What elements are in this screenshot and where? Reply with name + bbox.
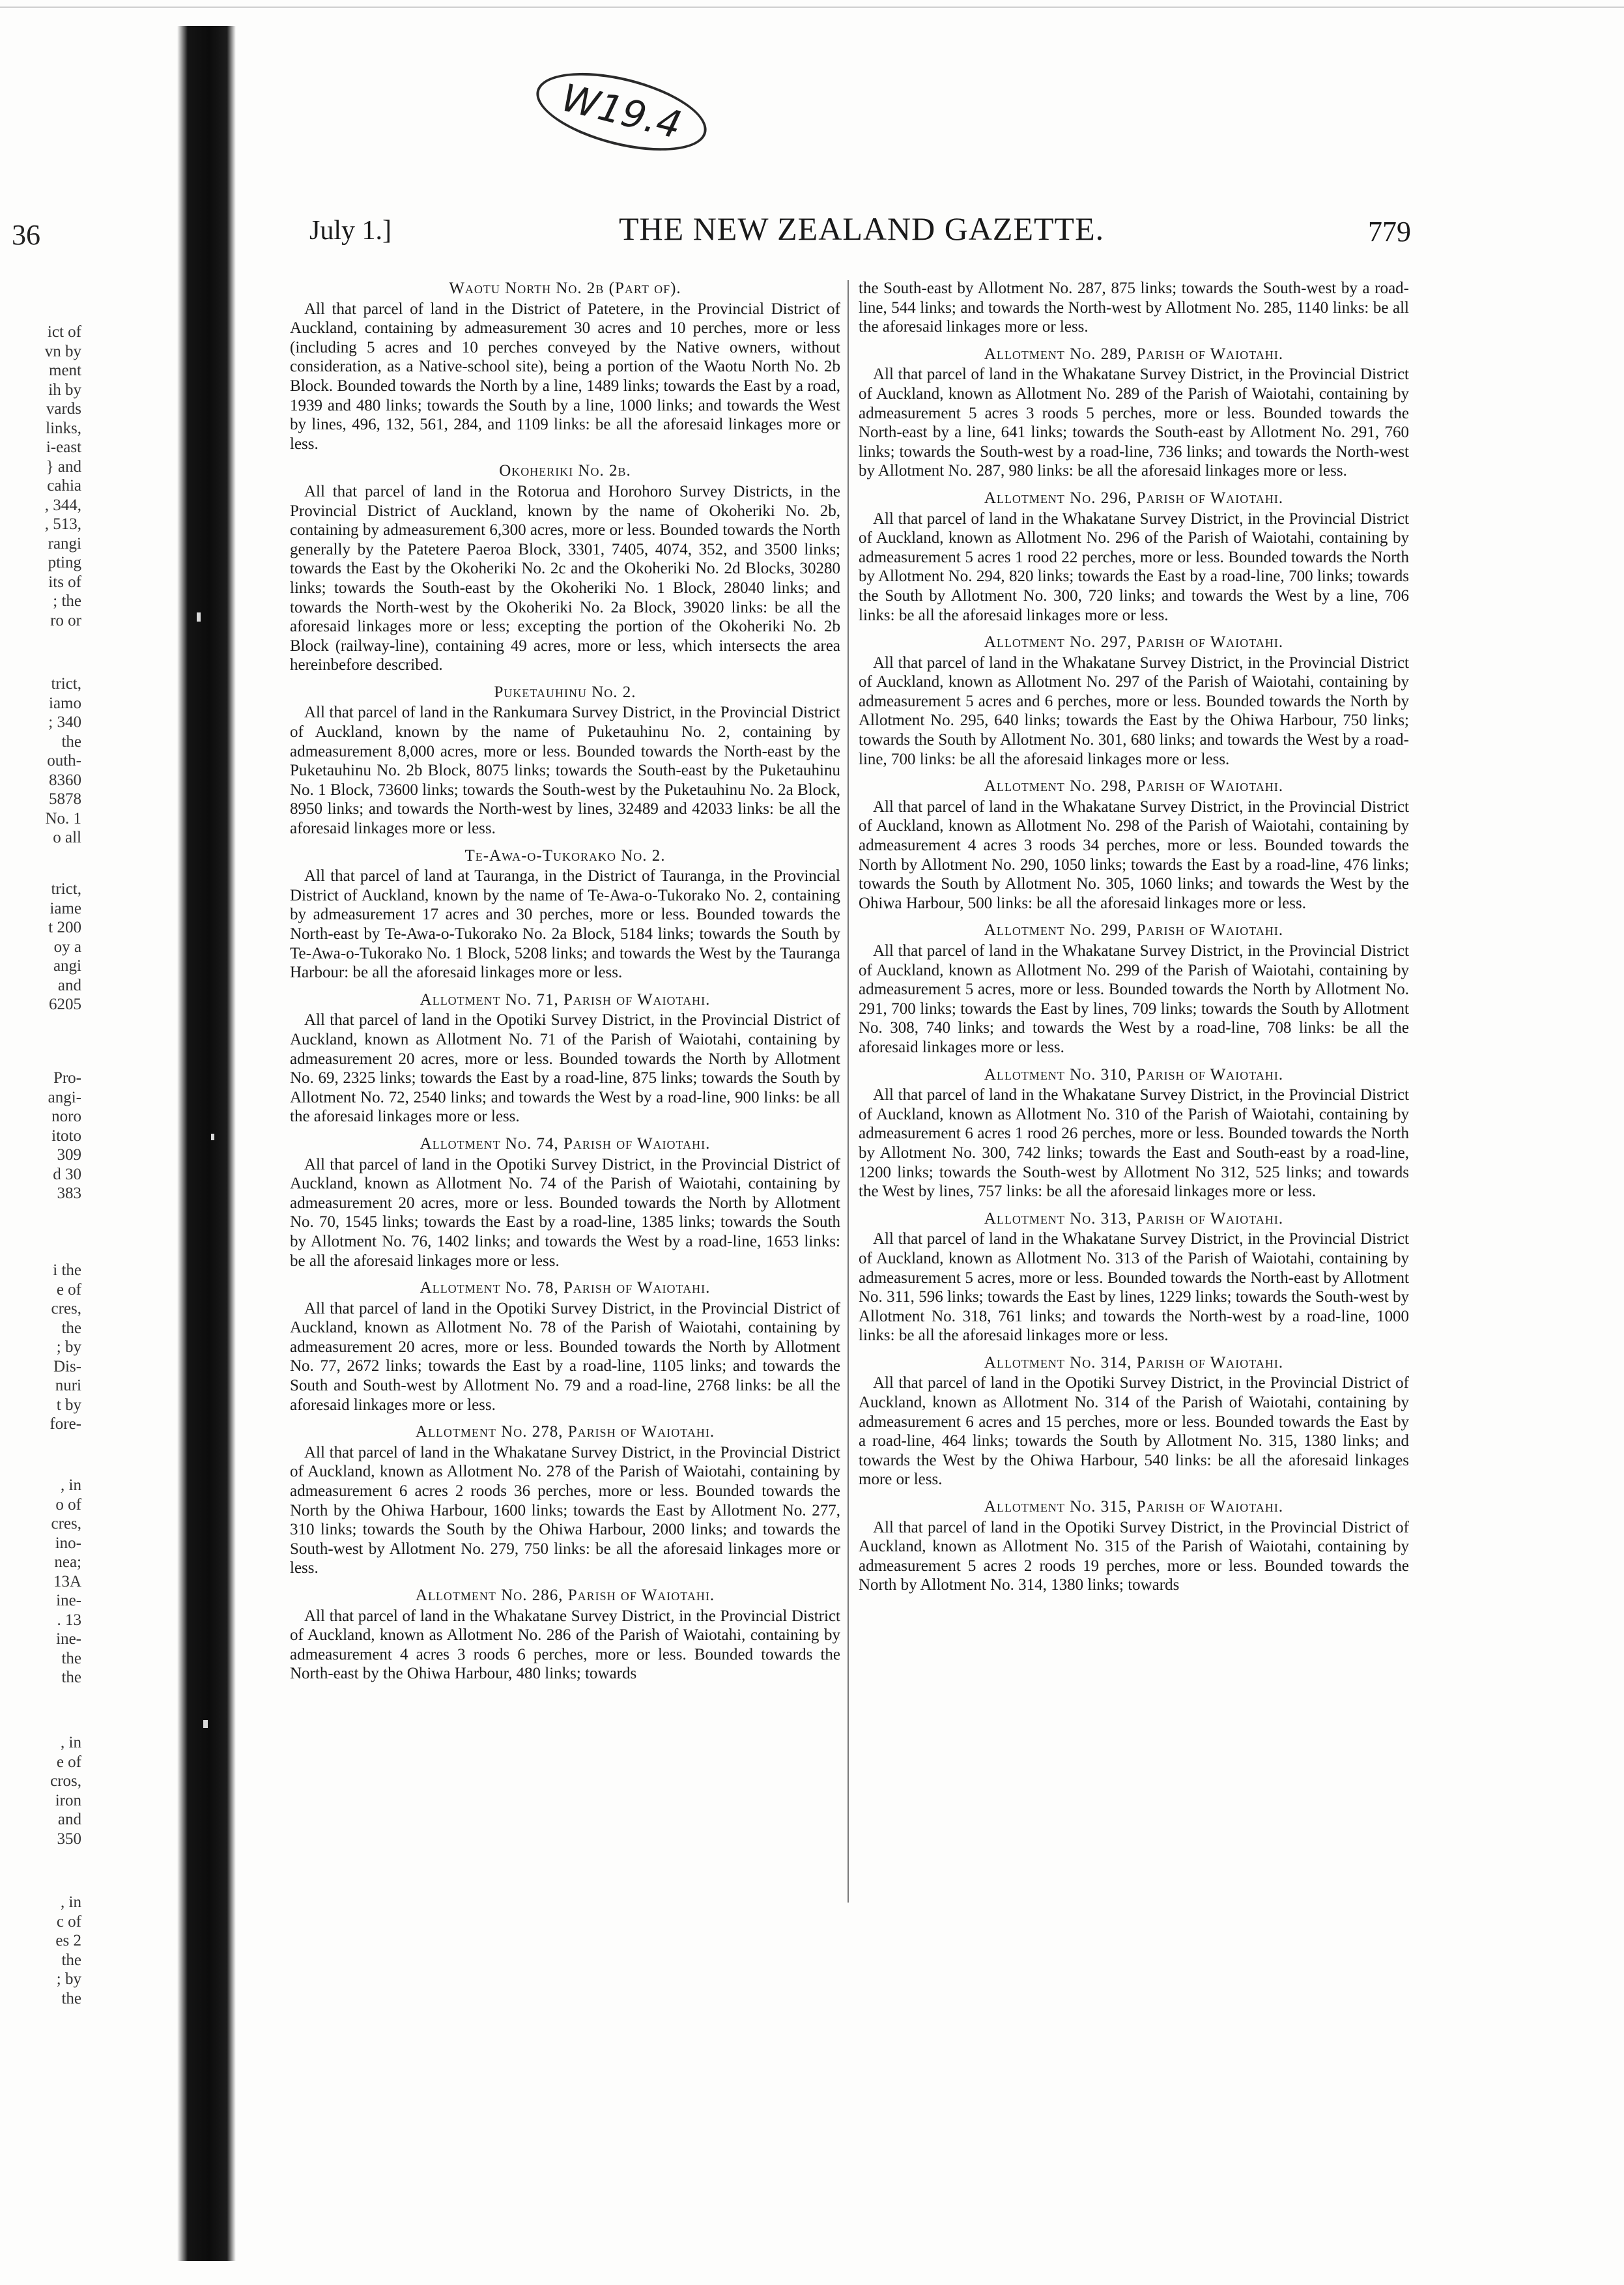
margin-fragment: t 200 [48, 919, 81, 936]
margin-fragments-a [0, 323, 81, 630]
margin-fragments-e [0, 1261, 81, 1434]
page-top-rule [0, 7, 1624, 8]
notice-section [290, 1134, 840, 1271]
margin-fragment: 13A [53, 1572, 81, 1590]
margin-fragment: vn by [44, 342, 81, 360]
section-body: All that parcel of land in the Opotiki Survey District, in the Provincial District of Auckland, known as Allotment No. 74 of the Parish of Waiotahi, containing by admeasurement 20 acres, more or less. Bounded towards the North by Allotment No. 70, 1545 links; towards the East by a road-line, 1385 links; towards the South by Allotment No. 76, 1402 links; and towards the West by a road-line, 1653 links: be all the aforesaid linkages more or less. [290, 1155, 840, 1270]
margin-fragments-g [0, 1733, 81, 1848]
margin-fragment: cros, [50, 1772, 81, 1790]
margin-fragment: pting [48, 554, 81, 571]
margin-fragment: , in [61, 1476, 81, 1494]
margin-fragment: the [61, 1989, 81, 2007]
margin-fragment: iamo [49, 694, 81, 712]
margin-fragment: ine- [56, 1630, 81, 1648]
margin-fragment: ; by [56, 1970, 81, 1988]
section-title: Allotment No. 286, Parish of Waiotahi. [415, 1587, 715, 1604]
margin-fragment: the [61, 1649, 81, 1667]
margin-fragment: fore- [50, 1415, 81, 1433]
header-date: July 1.] [309, 216, 392, 246]
continued-section [859, 279, 1409, 337]
margin-fragment: ih by [48, 381, 81, 399]
margin-fragment: 350 [57, 1830, 81, 1848]
left-column [290, 279, 840, 1691]
margin-fragment: 309 [57, 1146, 81, 1164]
margin-fragment: e of [56, 1753, 81, 1771]
right-column [859, 279, 1409, 1603]
margin-fragment: iron [55, 1791, 81, 1809]
margin-fragment: ment [49, 362, 81, 379]
margin-fragment: 6205 [49, 996, 81, 1013]
margin-fragment: Pro- [53, 1069, 81, 1087]
margin-fragment: o all [53, 829, 81, 846]
notice-section [290, 461, 840, 675]
binding-speck [197, 612, 201, 622]
margin-fragment: iame [50, 899, 81, 917]
section-title: Allotment No. 314, Parish of Waiotahi. [984, 1353, 1284, 1372]
section-body: All that parcel of land in the Rankumara Survey District, in the Provincial District of Auckland, known by the name of Puketauhinu No. 2, containing by admeasurement 8,000 acres, more or less. Bounded towards the North-east by the Puketauhinu No. 2b Block, 8075 links; towards the South-east by the Puketauhinu No. 1 Block, 73600 links; towards the South-west by the Puketauhinu No. 2a Block, 8950 links; and towards the North-west by lines, 32489 and 42033 links: be all the aforesaid linkages more or less. [290, 704, 840, 838]
binding-speck [211, 1134, 214, 1140]
margin-fragment: noro [51, 1108, 81, 1125]
notice-section [290, 683, 840, 839]
margin-fragment: ro or [50, 611, 81, 629]
margin-fragment: e of [56, 1280, 81, 1299]
notice-section [290, 846, 840, 983]
margin-fragment: oy a [53, 938, 81, 956]
section-title: Waotu North No. 2b (Part of). [449, 280, 681, 297]
margin-fragment: trict, [51, 675, 81, 693]
notice-section [290, 1278, 840, 1415]
margin-fragments-f [0, 1476, 81, 1688]
section-title: Allotment No. 278, Parish of Waiotahi. [415, 1423, 715, 1441]
section-body: All that parcel of land in the Whakatane Survey District, in the Provincial District of Auckland, known as Allotment No. 278 of the Parish of Waiotahi, containing by admeasurement 6 acres 2 roods 36 perches, more or less. Bounded towards the North by the Ohiwa Harbour, 1600 links; towards the East by Allotment No. 277, 310 links; towards the South by the Ohiwa Harbour, 2000 links; and towards the South-west by Allotment No. 279, 750 links: be all the aforesaid linkages more or less. [290, 1443, 840, 1577]
page-number: 779 [1368, 216, 1411, 248]
margin-fragment: 383 [57, 1185, 81, 1202]
margin-fragment: trict, [51, 880, 81, 898]
margin-fragment: ict of [47, 323, 81, 341]
section-body: All that parcel of land in the Whakatane Survey District, in the Provincial District of Auckland, known as Allotment No. 298 of the Parish of Waiotahi, containing by admeasurement 4 acres 3 roods 34 perches, more or less. Bounded towards the North by Allotment No. 290, 1050 links; towards the East by a road-line, 476 links; towards the South by Allotment No. 305, 1060 links; and towards the West by the Ohiwa Harbour, 500 links: be all the aforesaid linkages more or less. [859, 798, 1409, 912]
margin-fragment: ; 340 [48, 713, 81, 731]
section-title: Allotment No. 289, Parish of Waiotahi. [984, 345, 1284, 363]
margin-fragment: and [57, 1811, 81, 1828]
section-title: Te-Awa-o-Tukorako No. 2. [464, 846, 666, 865]
column-divider [848, 280, 849, 1903]
margin-fragment: cres, [51, 1300, 81, 1317]
section-body: All that parcel of land in the Whakatane Survey District, in the Provincial District of Auckland, known as Allotment No. 286 of the Parish of Waiotahi, containing by admeasurement 4 acres 3 roods 6 perches, more or less. Bounded towards the North-east by the Ohiwa Harbour, 480 links; towards [290, 1607, 840, 1683]
margin-fragment: i-east [46, 438, 81, 456]
margin-fragment: ine- [56, 1592, 81, 1609]
margin-fragment: Dis- [53, 1357, 81, 1375]
margin-fragment: the [61, 732, 81, 751]
section-body: All that parcel of land in the Opotiki Survey District, in the Provincial District of Auckland, known as Allotment No. 78 of the Parish of Waiotahi, containing by admeasurement 20 acres, more or less. Bounded towards the North by Allotment No. 77, 2672 links; towards the East by a road-line, 1105 links; and towards the South and South-west by Allotment No. 79 and a road-line, 2768 links: be all the aforesaid linkages more or less. [290, 1299, 840, 1414]
handwritten-annotation: W19.4 [529, 58, 715, 165]
section-body: All that parcel of land in the District of Patetere, in the Provincial District of Auckland, containing by admeasurement 30 acres and 10 perches, more or less (including 5 acres and 10 perches conveyed by the Native owners, without consideration, as a Native-school site), being a portion of the Waotu North No. 2b Block. Bounded towards the North by a line, 1489 links; towards the East by a road, 1939 and 480 links; towards the South by a line, 1000 links; and towards the West by lines, 496, 132, 561, 284, and 1109 links: be all the aforesaid linkages more or less. [290, 300, 840, 453]
margin-fragment: . 13 [57, 1611, 81, 1629]
section-title: Okoheriki No. 2b. [499, 462, 631, 480]
section-title: Allotment No. 310, Parish of Waiotahi. [984, 1065, 1284, 1084]
margin-fragment: , 513, [44, 515, 81, 533]
section-body: All that parcel of land in the Opotiki Survey District, in the Provincial District of Auckland, known as Allotment No. 315 of the Parish of Waiotahi, containing by admeasurement 5 acres 2 roods 19 perches, more or less. Bounded towards the North by Allotment No. 314, 1380 links; towards [859, 1518, 1409, 1594]
margin-fragment: cres, [51, 1515, 81, 1532]
margin-fragments-b [0, 674, 81, 848]
margin-fragment: , 344, [44, 496, 81, 514]
notice-section [290, 990, 840, 1127]
margin-fragment: 8360 [49, 771, 81, 789]
notice-section [859, 633, 1409, 769]
margin-fragment: cahia [47, 477, 81, 495]
margin-fragment: c of [56, 1912, 81, 1931]
margin-fragment: nuri [55, 1377, 81, 1394]
section-title: Allotment No. 299, Parish of Waiotahi. [984, 921, 1284, 940]
margin-fragment: angi [53, 957, 81, 975]
section-body: All that parcel of land in the Whakatane Survey District, in the Provincial District of Auckland, known as Allotment No. 313 of the Parish of Waiotahi, containing by admeasurement 5 acres, more or less. Bounded towards the North-east by Allotment No. 311, 596 links; towards the East by lines, 1229 links; towards the South-west by Allotment No. 318, 761 links; and towards the North-west by a road-line, 1000 links: be all the aforesaid linkages more or less. [859, 1230, 1409, 1345]
margin-fragment: links, [46, 419, 81, 437]
margin-fragment: ; the [53, 592, 81, 610]
margin-fragment: t by [56, 1396, 81, 1414]
section-body: All that parcel of land in the Whakatane Survey District, in the Provincial District of Auckland, known as Allotment No. 310 of the Parish of Waiotahi, containing by admeasurement 6 acres 1 rood 26 perches, more or less. Bounded towards the North by Allotment No. 300, 742 links; towards the East and South-east by a road-line, 1200 links; towards the South-west by Allotment No 312, 525 links; and towards the West by lines, 757 links: be all the aforesaid linkages more or less. [859, 1086, 1409, 1201]
margin-fragment: o of [55, 1495, 81, 1514]
margin-fragment: vards [46, 400, 81, 418]
margin-fragment: the [61, 1669, 81, 1686]
notice-section [290, 279, 840, 453]
notice-section [859, 1497, 1409, 1595]
section-body: All that parcel of land in the Rotorua and Horohoro Survey Districts, in the Provincial District of Auckland, known by the name of Okoheriki No. 2b, containing by admeasurement 6,300 acres, more or less. Bounded towards the North generally by the Patetere Paeroa Block, 3301, 7405, 4074, 352, and 3500 links; towards the East by the Okoheriki No. 2c and the Okoheriki No. 2d Blocks, 30280 links; towards the South-east by the Okoheriki No. 1 Block, 28040 links; and towards the North-west by the Okoheriki No. 2a Block, 39020 links: be all the aforesaid linkages more or less; excepting the portion of the Okoheriki No. 2b Block (railway-line), containing 49 acres, more or less, which intersects the area hereinbefore described. [290, 482, 840, 674]
notice-section [859, 921, 1409, 1057]
margin-fragment: No. 1 [45, 809, 81, 827]
margin-fragment: itoto [51, 1127, 81, 1145]
notice-section [859, 777, 1409, 913]
margin-fragment: 5878 [49, 790, 81, 808]
section-body: All that parcel of land in the Whakatane Survey District, in the Provincial District of Auckland, known as Allotment No. 299 of the Parish of Waiotahi, containing by admeasurement 5 acres, more or less. Bounded towards the North by Allotment No. 291, 700 links; towards the East by lines, 709 links; towards the South by Allotment No. 308, 740 links; and towards the West by a road-line, 708 links: be all the aforesaid linkages more or less. [859, 942, 1409, 1056]
section-title: Allotment No. 78, Parish of Waiotahi. [420, 1279, 711, 1297]
margin-fragment: i the [53, 1261, 81, 1279]
notice-section [290, 1422, 840, 1578]
margin-fragment: angi- [48, 1088, 81, 1106]
margin-fragments-d [0, 1069, 81, 1203]
gazette-title: THE NEW ZEALAND GAZETTE. [619, 210, 1105, 247]
previous-page-margin [0, 296, 81, 2007]
notice-section [859, 1209, 1409, 1345]
margin-fragment: the [61, 1319, 81, 1337]
margin-fragment: nea; [54, 1553, 81, 1571]
margin-fragment: rangi [48, 534, 81, 553]
notice-section [859, 1065, 1409, 1201]
margin-fragment: the [61, 1951, 81, 1969]
section-title: Allotment No. 313, Parish of Waiotahi. [984, 1209, 1284, 1228]
margin-fragment: ; by [56, 1338, 81, 1356]
margin-fragment: outh- [47, 752, 81, 769]
section-body: All that parcel of land in the Whakatane Survey District, in the Provincial District of Auckland, known as Allotment No. 296 of the Parish of Waiotahi, containing by admeasurement 5 acres 1 rood 22 perches, more or less. Bounded towards the North by Allotment No. 294, 820 links; towards the East by a road-line, 700 links; towards the South by Allotment No. 300, 720 links; and towards the West by a line, 706 links: be all the aforesaid linkages more or less. [859, 510, 1409, 624]
notice-section [290, 1586, 840, 1684]
section-title: Allotment No. 296, Parish of Waiotahi. [984, 489, 1284, 507]
continued-text: the South-east by Allotment No. 287, 875 links; towards the South-west by a road-line, 544 links; and towards the North-west by Allotment No. 285, 1140 links: be all the aforesaid linkages more or less. [859, 280, 1409, 336]
section-body: All that parcel of land in the Opotiki Survey District, in the Provincial District of Auckland, known as Allotment No. 71 of the Parish of Waiotahi, containing by admeasurement 20 acres, more or less. Bounded towards the North by Allotment No. 69, 2325 links; towards the East by a road-line, 875 links; towards the South by Allotment No. 72, 2540 links; and towards the West by a road-line, 900 links: be all the aforesaid linkages more or less. [290, 1011, 840, 1126]
margin-fragment: ino- [55, 1534, 81, 1552]
binding-speck [203, 1720, 208, 1728]
section-title: Allotment No. 297, Parish of Waiotahi. [984, 633, 1284, 652]
section-body: All that parcel of land in the Opotiki Survey District, in the Provincial District of Auckland, known as Allotment No. 314 of the Parish of Waiotahi, containing by admeasurement 6 acres and 15 perches, more or less. Bounded towards the East by a road-line, 464 links; towards the South by Allotment No. 315, 1380 links; and towards the West by the Ohiwa Harbour, 540 links: be all the aforesaid linkages more or less. [859, 1374, 1409, 1489]
section-title: Allotment No. 71, Parish of Waiotahi. [420, 990, 711, 1009]
margin-fragment: d 30 [53, 1165, 81, 1183]
section-title: Puketauhinu No. 2. [494, 683, 636, 701]
section-title: Allotment No. 74, Parish of Waiotahi. [420, 1134, 711, 1153]
margin-fragments-c [0, 880, 81, 1014]
section-title: Allotment No. 315, Parish of Waiotahi. [984, 1498, 1284, 1516]
section-body: All that parcel of land at Tauranga, in the District of Tauranga, in the Provincial District of Auckland, known by the name of Te-Awa-o-Tukorako No. 2, containing by admeasurement 17 acres and 30 perches, more or less. Bounded towards the North-east by Te-Awa-o-Tukorako No. 2a Block, 5184 links; towards the South by Te-Awa-o-Tukorako No. 1 Block, 5208 links; and towards the West by the Tauranga Harbour: be all the aforesaid linkages more or less. [290, 867, 840, 982]
notice-section [859, 1353, 1409, 1489]
margin-fragment: } and [46, 457, 81, 476]
margin-fragment: , in [61, 1734, 81, 1751]
margin-fragment: , in [61, 1893, 81, 1911]
previous-page-number: 36 [12, 219, 40, 251]
section-title: Allotment No. 298, Parish of Waiotahi. [984, 777, 1284, 796]
binding-shadow [177, 26, 236, 2261]
margin-fragment: its of [48, 573, 81, 591]
section-body: All that parcel of land in the Whakatane Survey District, in the Provincial District of Auckland, known as Allotment No. 297 of the Parish of Waiotahi, containing by admeasurement 5 acres and 6 perches, more or less. Bounded towards the North by Allotment No. 295, 640 links; towards the East by the Ohiwa Harbour, 750 links; towards the South by Allotment No. 301, 680 links; and towards the West by a road-line, 700 links: be all the aforesaid linkages more or less. [859, 654, 1409, 768]
notice-section [859, 345, 1409, 481]
notice-section [859, 489, 1409, 625]
margin-fragments-h [0, 1893, 81, 2008]
section-body: All that parcel of land in the Whakatane Survey District, in the Provincial District of Auckland, known as Allotment No. 289 of the Parish of Waiotahi, containing by admeasurement 5 acres 3 roods 5 perches, more or less. Bounded towards the North-east by a line, 641 links; towards the South-east by Allotment No. 291, 760 links; towards the South-west by a road-line, 736 links; and towards the North-west by Allotment No. 287, 980 links: be all the aforesaid linkages more or less. [859, 366, 1409, 480]
margin-fragment: es 2 [55, 1932, 81, 1949]
margin-fragment: and [57, 976, 81, 994]
